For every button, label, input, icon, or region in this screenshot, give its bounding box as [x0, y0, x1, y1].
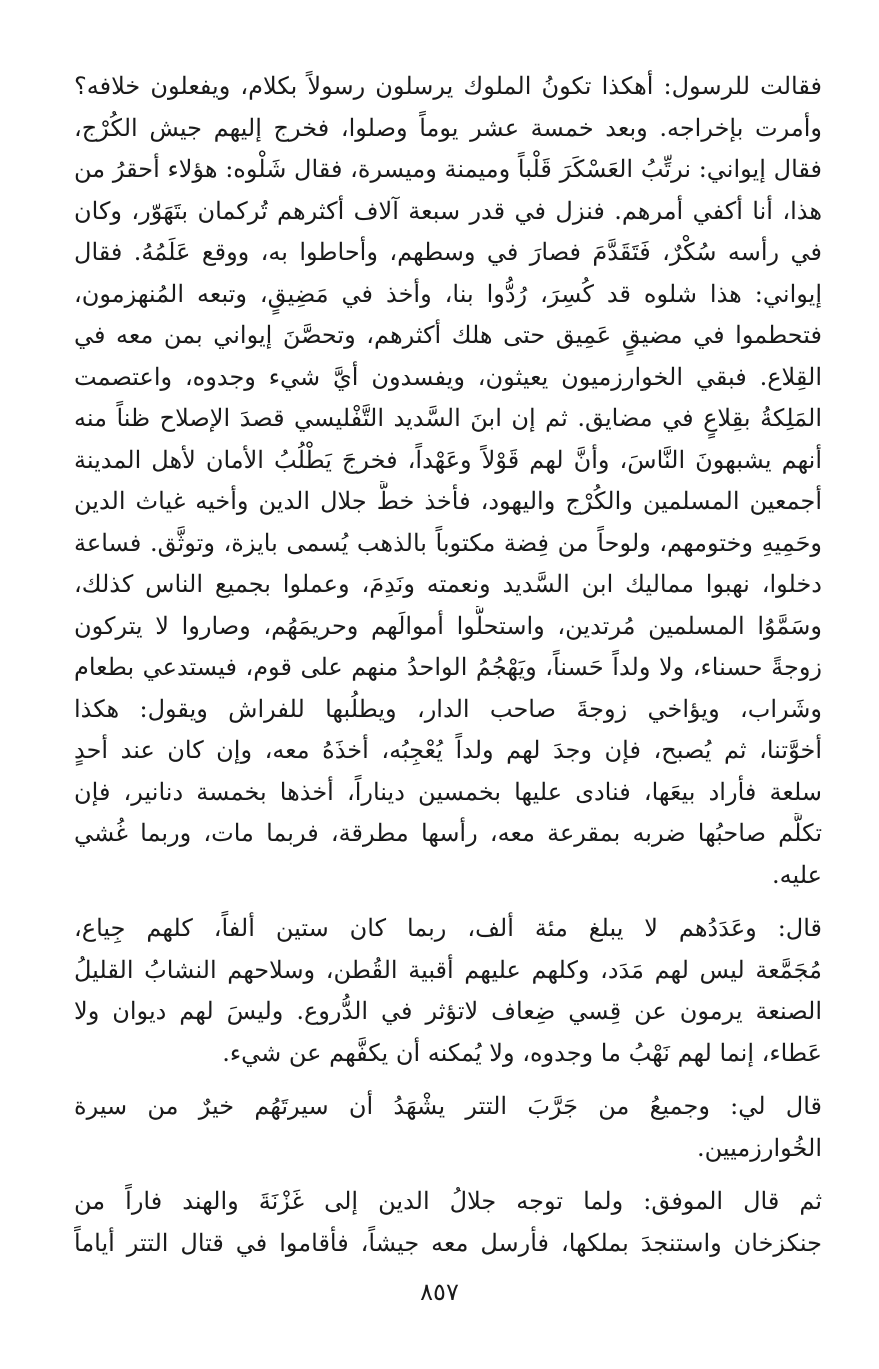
text-line: سلعة فأراد بيعَها، فنادى عليها بخمسين ديناراً، أخذها بخمسة دنانير، فإن: [74, 777, 822, 806]
text-line: القِلاع. فبقي الخوارزميون يعيثون، ويفسدون أيَّ شيء وجدوه، واعتصمت: [74, 362, 822, 391]
text-line: قال لي: وجميعُ من جَرَّبَ التتر يشْهَدُ أن سيرتَهُم خيرٌ من سيرة: [74, 1092, 822, 1120]
page-body: [74, 66, 822, 1264]
text-line: زوجةً حسناء، ولا ولداً حَسناً، ويَهْجُمُ الواحدُ منهم على قوم، فيستدعي بطعام: [74, 653, 822, 681]
text-line: هذا، أنا أكفي أمرهم. فنزل في قدر سبعة آلاف أكثرهم تُركمان بتَهَوّر، وكان: [74, 196, 822, 225]
text-line: فتحطموا في مضيقٍ عَمِيق حتى هلك أكثرهم، وتحصَّنَ إيواني بمن معه في: [74, 321, 822, 349]
text-line: مُجَمَّعة ليس لهم مَدَد، وكلهم عليهم أقبية القُطن، وسلاحهم النشابُ القليلُ: [74, 955, 822, 984]
text-line: قال: وعَدَدُهم لا يبلغ مئة ألف، ربما كان ستين ألفاً، كلهم جِياع،: [74, 914, 822, 942]
text-line: وأمرت بإخراجه. وبعد خمسة عشر يوماً وصلوا، فخرج إليهم جيش الكُرْج،: [74, 113, 822, 142]
text-line: أخوَّتنا، ثم يُصبح، فإن وجدَ لهم ولداً يُعْجِبُه، أخذَهُ معه، وإن كان عند أحدٍ: [74, 736, 822, 764]
text-line: الخُوارزميين.: [697, 1133, 822, 1162]
paragraph: [74, 1181, 822, 1264]
text-line: وسَمَّوُا المسلمين مُرتدين، واستحلُّوا أموالَهم وحريمَهُم، وصاروا لا يتركون: [74, 611, 822, 640]
text-line: وشَراب، ويؤاخي زوجةَ صاحب الدار، ويطلُبها للفراش ويقول: هكذا: [74, 694, 822, 723]
paragraph: [74, 908, 822, 1074]
text-line: عليه.: [771, 860, 822, 889]
text-line: وحَمِيهِ وختومهم، ولوحاً من فِضة مكتوباً بالذهب يُسمى بايزة، وتوثَّق. فساعة: [74, 528, 822, 557]
text-line: في رأسه سُكْرٌ، فَتَقَدَّمَ فصارَ في وسطهم، وأحاطوا به، ووقع عَلَمُهُ. فقال: [74, 238, 822, 266]
text-line: عَطاء، إنما لهم نَهْبُ ما وجدوه، ولا يُمكنه أن يكفَّهم عن شيء.: [222, 1038, 822, 1067]
text-line: تكلَّم صاحبُها ضربه بمقرعة معه، رأسها مطرقة، فربما مات، وربما غُشي: [74, 819, 822, 847]
text-line: إيواني: هذا شلوه قد كُسِرَ، رُدُّوا بنا، وأخذ في مَضِيقٍ، وتبعه المُنهزمون،: [74, 279, 822, 308]
paragraph: [74, 66, 822, 896]
text-line: ثم قال الموفق: ولما توجه جلالُ الدين إلى غَزْنَةَ والهند فاراً من: [74, 1187, 822, 1215]
text-line: جنكزخان واستنجدَ بملكها، فأرسل معه جيشاً، فأقاموا في قتال التتر أياماً: [74, 1228, 822, 1257]
text-line: المَلِكةُ بقِلاعٍ في مضايق. ثم إن ابنَ السَّديد التَّفْليسي قصدَ الإصلاح ظناً منه: [74, 404, 822, 432]
text-line: الصنعة يرمون عن قِسي ضِعاف لاتؤثر في الدُّروع. وليسَ لهم ديوان ولا: [74, 997, 822, 1025]
page-number: ٨٥٧: [420, 1278, 459, 1306]
text-line: فقالت للرسول: أهكذا تكونُ الملوك يرسلون رسولاً بكلام، ويفعلون خلافه؟: [74, 72, 822, 100]
text-line: أنهم يشبهونَ النَّاسَ، وأنَّ لهم قَوْلاً وعَهْداً، فخرجَ يَطْلُبُ الأمان لأهل المدينة: [74, 445, 822, 474]
text-line: دخلوا، نهبوا مماليك ابن السَّديد ونعمته ونَدِمَ، وعملوا بجميع الناس كذلك،: [74, 570, 822, 598]
text-line: أجمعين المسلمين والكُرْج واليهود، فأخذ خطَّ جلال الدين وأخيه غياث الدين: [74, 487, 822, 515]
paragraph: [74, 1086, 822, 1169]
text-line: فقال إيواني: نرتِّبُ العَسْكَرَ قَلْباً وميمنة وميسرة، فقال شَلْوه: هؤلاء أحقرُ من: [74, 155, 822, 183]
